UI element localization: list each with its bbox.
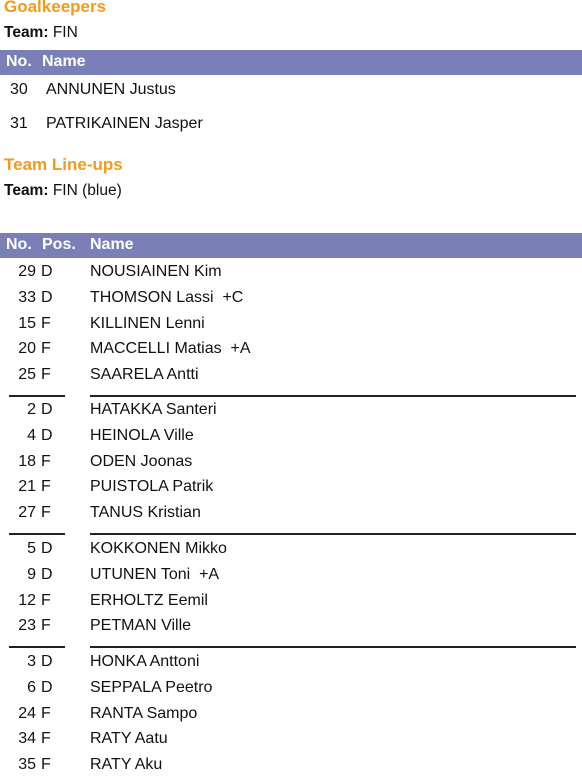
player-number: 4 [27,426,36,444]
goalkeeper-row [0,77,582,103]
player-row [0,286,582,312]
player-row [0,727,582,753]
player-name: RANTA Sampo [90,704,198,722]
player-position: D [41,678,53,696]
player-number: 2 [27,401,36,418]
team-label: Team: [4,182,49,199]
goalkeeper-name: ANNUNEN Justus [46,81,176,98]
player-name: KOKKONEN Mikko [90,540,227,557]
player-position: F [41,756,51,774]
header-name: Name [90,236,134,253]
goalkeepers-title: Goalkeepers [4,0,107,16]
player-name: PETMAN Ville [90,617,192,635]
player-row [0,363,582,389]
player-number: 21 [18,478,36,496]
player-name: RATY Aku [90,756,163,774]
player-number: 23 [18,617,36,635]
goalkeeper-number: 31 [10,115,28,132]
goalkeeper-row [0,111,582,137]
player-position: F [41,452,51,470]
line-separator [41,646,65,648]
player-row [0,753,582,779]
header-no: No. [6,236,32,253]
player-row [0,450,582,476]
line-separator [9,646,42,648]
player-name: UTUNEN Toni +A [90,565,220,583]
goalkeepers-header [0,50,582,75]
team-value: FIN [52,24,78,41]
player-name: TANUS Kristian [90,504,201,522]
player-number: 27 [18,504,36,522]
player-position: F [41,704,51,722]
player-name: MACCELLI Matias +A [90,340,251,358]
player-name: HEINOLA Ville [90,426,194,444]
player-number: 25 [18,366,36,384]
player-row [0,424,582,450]
player-position: F [41,478,51,496]
line-separator [90,533,576,535]
player-position: D [41,653,53,670]
player-position: F [41,340,51,358]
team-value: FIN (blue) [52,182,122,199]
player-number: 5 [27,540,36,557]
lineups-header [0,233,582,258]
header-no: No. [6,53,32,70]
player-name: ERHOLTZ Eemil [90,591,208,609]
player-row [0,337,582,363]
player-name: RATY Aatu [90,730,168,748]
player-position: F [41,617,51,635]
line-separator [90,395,576,397]
player-position: F [41,366,51,384]
player-position: F [41,504,51,522]
player-position: D [41,426,53,444]
goalkeepers-team-line [4,24,78,42]
player-position: D [41,540,53,557]
player-name: SAARELA Antti [90,366,199,384]
player-number: 24 [18,704,36,722]
player-number: 29 [18,263,36,280]
player-number: 6 [27,678,36,696]
player-position: D [41,263,53,280]
lineups-team-line [4,182,122,200]
player-position: D [41,565,53,583]
player-row [0,563,582,589]
goalkeeper-name: PATRIKAINEN Jasper [46,115,203,132]
player-name: NOUSIAINEN Kim [90,263,222,280]
lineups-title: Team Line-ups [4,155,123,174]
player-row [0,676,582,702]
player-number: 9 [27,565,36,583]
player-number: 35 [18,756,36,774]
player-name: HONKA Anttoni [90,653,200,670]
line-separator [41,533,65,535]
player-name: PUISTOLA Patrik [90,478,214,496]
player-number: 12 [18,591,36,609]
player-number: 18 [18,452,36,470]
player-row [0,312,582,338]
player-name: HATAKKA Santeri [90,401,217,418]
line-separator [9,533,42,535]
line-separator [90,646,576,648]
goalkeeper-number: 30 [10,81,28,98]
header-pos: Pos. [42,236,76,253]
header-name: Name [42,53,86,70]
player-row [0,537,582,563]
player-number: 15 [18,314,36,332]
player-position: D [41,288,53,306]
player-row [0,501,582,527]
player-row [0,702,582,728]
player-row [0,475,582,501]
player-number: 3 [27,653,36,670]
player-number: 34 [18,730,36,748]
player-name: THOMSON Lassi +C [90,288,244,306]
line-separator [41,395,65,397]
player-number: 33 [18,288,36,306]
player-number: 20 [18,340,36,358]
player-name: ODEN Joonas [90,452,193,470]
player-name: KILLINEN Lenni [90,314,205,332]
player-row [0,260,582,286]
player-row [0,589,582,615]
line-separator [9,395,42,397]
player-position: D [41,401,53,418]
player-name: SEPPALA Peetro [90,678,213,696]
player-row [0,614,582,640]
player-row [0,650,582,676]
player-row [0,398,582,424]
player-position: F [41,314,51,332]
player-position: F [41,591,51,609]
team-label: Team: [4,24,49,41]
player-position: F [41,730,51,748]
